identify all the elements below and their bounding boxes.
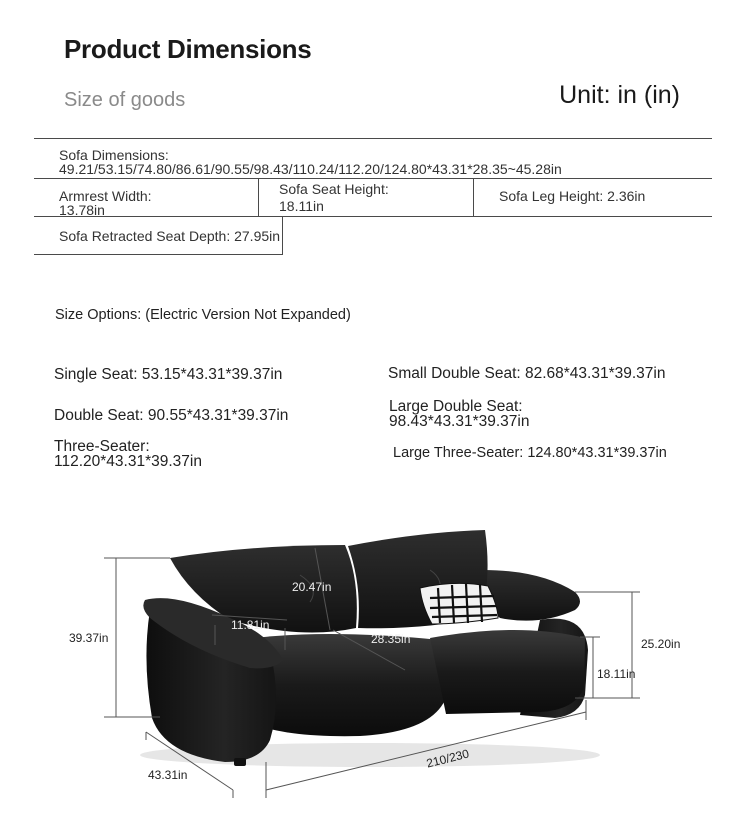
sofa-leg xyxy=(234,758,246,766)
size-options-heading: Size Options: (Electric Version Not Expanded) xyxy=(55,307,351,323)
three-seater-label: Three-Seater: xyxy=(54,438,150,455)
dim-width: 210/230 xyxy=(425,746,471,771)
sofa-diagram xyxy=(0,500,750,830)
leg-height-cell: Sofa Leg Height: 2.36in xyxy=(499,188,646,204)
sofa-dimensions-cell xyxy=(59,148,562,176)
seat-height-value: 18.11in xyxy=(279,198,324,214)
dim-seat-depth: 28.35in xyxy=(371,632,411,646)
dim-arm-height: 25.20in xyxy=(641,637,681,651)
large-double-value: 98.43*43.31*39.37in xyxy=(389,413,530,430)
table-divider xyxy=(473,178,474,216)
option-single-seat: Single Seat: 53.15*43.31*39.37in xyxy=(54,366,283,383)
throw-pillow xyxy=(420,583,498,624)
option-three-seater xyxy=(54,439,202,469)
seat-height-cell xyxy=(279,182,389,213)
dim-back-height: 20.47in xyxy=(292,580,332,594)
option-large-double-seat xyxy=(389,399,530,429)
option-small-double-seat: Small Double Seat: 82.68*43.31*39.37in xyxy=(388,365,666,382)
dim-seat-height: 18.11in xyxy=(597,667,636,681)
dim-total-height: 39.37in xyxy=(69,631,109,645)
page-subtitle: Size of goods xyxy=(64,89,186,111)
large-double-label: Large Double Seat: xyxy=(389,398,523,415)
table-divider xyxy=(258,178,259,216)
retracted-depth-cell: Sofa Retracted Seat Depth: 27.95in xyxy=(59,228,281,244)
three-seater-value: 112.20*43.31*39.37in xyxy=(54,453,202,470)
table-divider xyxy=(34,178,712,179)
seat-cushion-right xyxy=(430,630,585,714)
dim-depth: 43.31in xyxy=(148,768,188,782)
option-large-three-seater: Large Three-Seater: 124.80*43.31*39.37in xyxy=(393,445,667,461)
sofa-dimensions-value: 49.21/53.15/74.80/86.61/90.55/98.43/110.24/112.20/124.80*43.31*28.35~45.28in xyxy=(59,161,562,177)
unit-label: Unit: in (in) xyxy=(559,81,680,109)
table-divider xyxy=(282,216,283,254)
dim-arm-width: 11.81in xyxy=(231,618,270,632)
table-divider xyxy=(34,254,283,255)
armrest-width-label: Armrest Width: xyxy=(59,188,152,204)
page-title: Product Dimensions xyxy=(64,34,312,64)
armrest-width-cell xyxy=(59,189,152,217)
armrest-width-value: 13.78in xyxy=(59,202,105,218)
sofa-dimensions-label: Sofa Dimensions: xyxy=(59,147,169,163)
table-divider xyxy=(34,138,712,139)
seat-height-label: Sofa Seat Height: xyxy=(279,181,389,197)
option-double-seat: Double Seat: 90.55*43.31*39.37in xyxy=(54,407,289,424)
